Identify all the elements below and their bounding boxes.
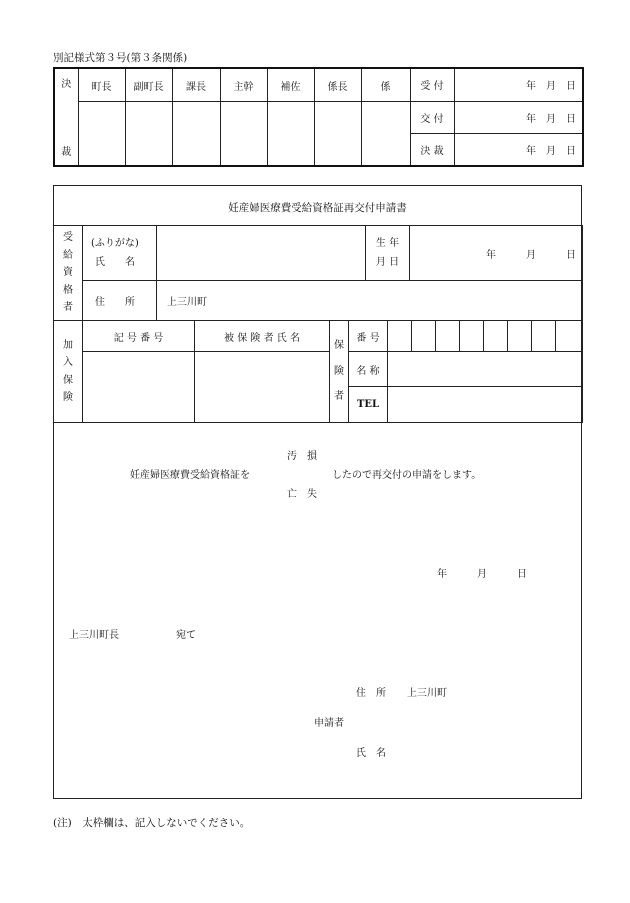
applicant-label: 申請者 — [314, 718, 344, 729]
tel-label: TEL — [349, 387, 388, 423]
recipient-label: 受 給 資 格 者 — [54, 226, 83, 321]
position-assistant: 補佐 — [267, 68, 314, 101]
position-mayor: 町長 — [78, 68, 125, 101]
position-deputy-mayor: 副町長 — [125, 68, 172, 101]
symbol-number-input[interactable] — [83, 352, 195, 423]
insurer-number-digit-2[interactable] — [412, 321, 436, 352]
symbol-number-label: 記 号 番 号 — [83, 321, 195, 352]
form-title: 妊産婦医療費受給資格証再交付申請書 — [228, 202, 407, 214]
row-date-approved: 年 月 日 — [454, 133, 583, 166]
row-label-received: 受 付 — [410, 68, 454, 101]
row-date-received: 年 月 日 — [454, 68, 583, 101]
tel-input[interactable] — [388, 387, 583, 423]
insurer-number-digit-5[interactable] — [484, 321, 508, 352]
applicant-address-value[interactable]: 上三川町 — [407, 688, 447, 699]
insurer-number-digit-8[interactable] — [556, 321, 583, 352]
insurer-number-digit-3[interactable] — [436, 321, 460, 352]
insurer-number-digit-4[interactable] — [460, 321, 484, 352]
insurer-name-label: 名 称 — [349, 352, 388, 387]
statement-prefix: 妊産婦医療費受給資格証を — [130, 470, 250, 481]
insurance-table — [53, 320, 583, 423]
statement-suffix: したので再交付の申請をします。 — [332, 470, 482, 481]
insurer-name-input[interactable] — [388, 352, 583, 387]
insurer-label: 保 険 者 — [330, 321, 349, 423]
recipient-table — [53, 225, 583, 321]
insured-name-label: 被 保 険 者 氏 名 — [195, 321, 330, 352]
address-label: 住 所 — [83, 281, 157, 321]
insurer-number-digit-6[interactable] — [508, 321, 532, 352]
addressee: 上三川町長 — [69, 630, 119, 641]
stamp-box-4 — [220, 101, 267, 166]
stamp-box-6 — [314, 101, 361, 166]
application-date[interactable]: 年 月 日 — [437, 569, 527, 580]
birth-label-cell: 生 年 月 日 — [366, 226, 410, 281]
stamp-box-1 — [78, 101, 125, 166]
address-input[interactable]: 上三川町 — [157, 281, 583, 321]
reason-damaged[interactable]: 汚 損 — [287, 451, 317, 462]
stamp-box-5 — [267, 101, 314, 166]
insurer-number-digit-7[interactable] — [532, 321, 556, 352]
insurance-label: 加 入 保 険 — [54, 321, 83, 423]
applicant-address-label: 住 所 — [356, 688, 386, 699]
position-unit-chief: 係長 — [314, 68, 361, 101]
applicant-name-label: 氏 名 — [356, 748, 386, 759]
insured-name-input[interactable] — [195, 352, 330, 423]
insurer-number-digit-1[interactable] — [388, 321, 412, 352]
position-staff: 係 — [361, 68, 410, 101]
name-label-cell: (ふりがな) 氏 名 — [83, 226, 157, 281]
name-input[interactable] — [157, 226, 366, 281]
reason-lost[interactable]: 亡 失 — [287, 489, 317, 500]
birth-date-input[interactable]: 年 月 日 — [410, 226, 583, 281]
form-number: 別記様式第３号(第３条関係) — [53, 52, 188, 64]
stamp-box-2 — [125, 101, 172, 166]
row-label-approved: 決 裁 — [410, 133, 454, 166]
stamp-box-7 — [361, 101, 410, 166]
position-chief-officer: 主幹 — [220, 68, 267, 101]
approval-table — [53, 67, 584, 167]
approval-label: 決 裁 — [54, 68, 78, 166]
insurer-number-label: 番 号 — [349, 321, 388, 352]
row-label-issued: 交 付 — [410, 101, 454, 133]
stamp-box-3 — [172, 101, 220, 166]
position-section-chief: 課長 — [172, 68, 220, 101]
row-date-issued: 年 月 日 — [454, 101, 583, 133]
addressee-suffix: 宛て — [176, 630, 196, 641]
footnote: (注) 太枠欄は、記入しないでください。 — [53, 817, 251, 829]
